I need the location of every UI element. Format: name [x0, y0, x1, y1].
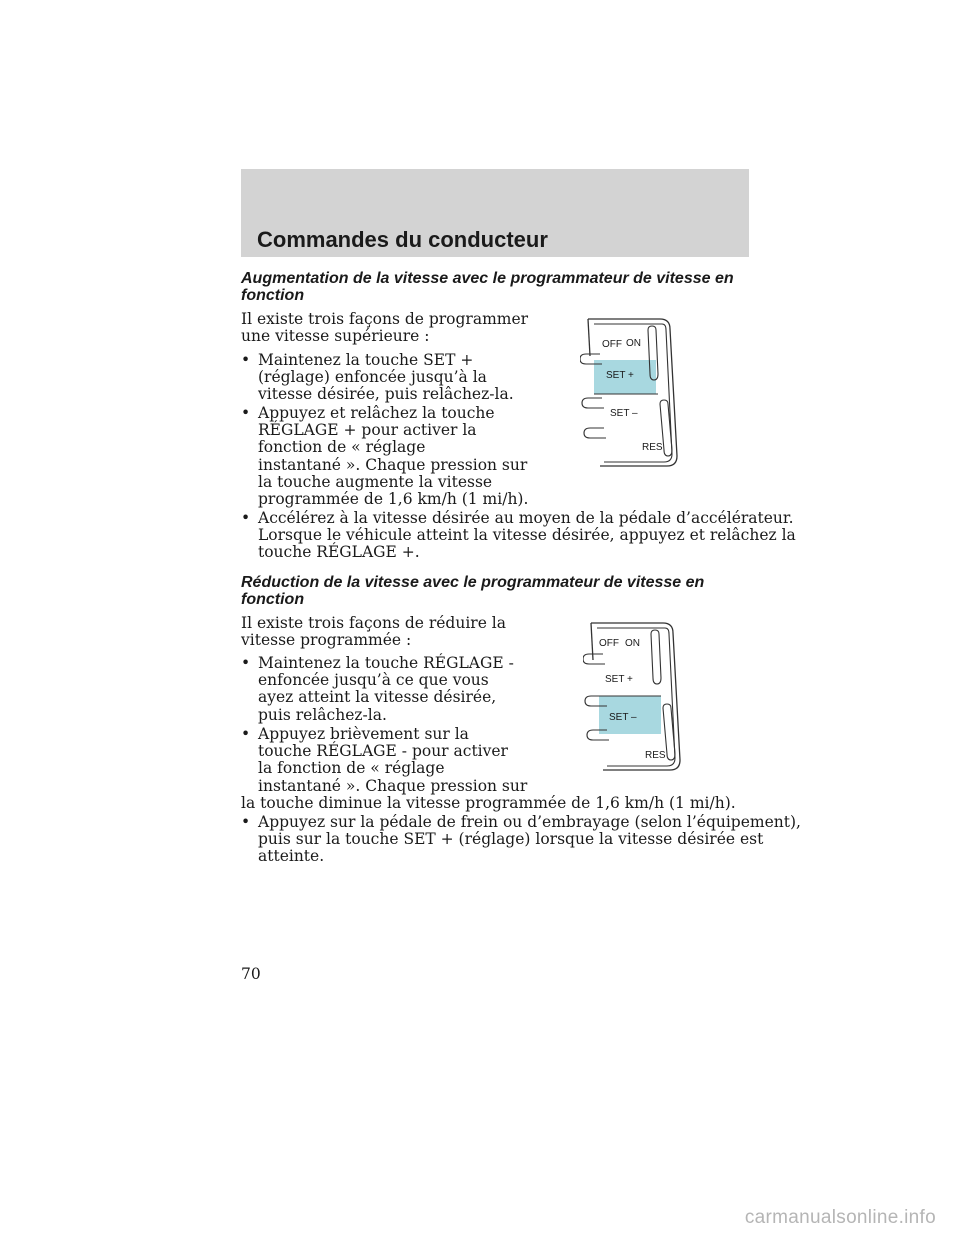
intro-line: vitesse programmée :: [241, 631, 412, 650]
section2-bullet-2-continuation: la touche diminue la vitesse programmée de 1,6 km/h (1 mi/h).: [241, 794, 736, 812]
intro-line: Il existe trois façons de réduire la: [241, 614, 506, 632]
res-label: RES: [642, 442, 663, 453]
section2-intro: [241, 615, 506, 649]
bullet-text: Appuyez sur la pédale de frein ou d’embrayage (selon l’équipement), puis sur la touche SET + (réglage) lorsque la vitesse désirée est atteinte.: [258, 813, 801, 866]
bullet-text: Appuyez et relâchez la touche RÉGLAGE + pour activer la fonction de « réglage instantané ». Chaque pression sur la touche augmente la vitesse programmée de 1,6 km/h (1 mi/h).: [258, 404, 529, 509]
bullet-text: Maintenez la touche RÉGLAGE - enfoncée jusqu’à ce que vous ayez atteint la vitesse désirée, puis relâchez-la.: [258, 654, 514, 724]
section2-title: Réduction de la vitesse avec le programmateur de vitesse en fonction: [241, 574, 705, 608]
bullet-icon: •: [241, 351, 251, 369]
section2-bullet-1: [241, 655, 514, 724]
bullet-text: Maintenez la touche SET + (réglage) enfoncée jusqu’à la vitesse désirée, puis relâchez-la.: [258, 351, 514, 404]
set-minus-label: SET –: [609, 712, 637, 723]
section1-bullet-3: [241, 510, 796, 562]
intro-line: une vitesse supérieure :: [241, 327, 430, 346]
section2-bullet-2: [241, 726, 527, 795]
bullet-text: Appuyez brièvement sur la touche RÉGLAGE - pour activer la fonction de « réglage instantané ». Chaque pression sur: [258, 725, 528, 795]
set-plus-label: SET +: [605, 674, 633, 685]
bullet-text: Accélérez à la vitesse désirée au moyen de la pédale d’accélérateur. Lorsque le véhicule atteint la vitesse désirée, appuyez et relâchez la touche RÉGLAGE +.: [258, 509, 796, 562]
off-label: OFF: [602, 339, 622, 350]
cruise-control-switch-diagram-2: [583, 620, 688, 772]
res-label: RES: [645, 750, 666, 761]
bullet-icon: •: [241, 404, 251, 422]
bullet-icon: •: [241, 813, 251, 831]
section-header-band: [241, 169, 749, 257]
on-label: ON: [625, 638, 640, 649]
section1-bullet-2: [241, 405, 528, 508]
intro-line: Il existe trois façons de programmer: [241, 310, 529, 328]
on-label: ON: [626, 338, 641, 349]
cruise-control-switch-diagram-1: [580, 316, 685, 468]
off-label: OFF: [599, 638, 619, 649]
set-minus-label: SET –: [610, 408, 638, 419]
bullet-icon: •: [241, 654, 251, 672]
section2-bullet-3: [241, 814, 801, 866]
section1-title: Augmentation de la vitesse avec le programmateur de vitesse en fonction: [241, 270, 734, 304]
section1-intro: [241, 311, 528, 345]
section1-bullet-1: [241, 352, 514, 404]
page-title: Commandes du conducteur: [257, 227, 548, 252]
page-number: 70: [241, 965, 261, 983]
bullet-icon: •: [241, 725, 251, 743]
watermark: carmanualsonline.info: [744, 1207, 936, 1228]
set-plus-label: SET +: [606, 370, 634, 381]
bullet-icon: •: [241, 509, 251, 527]
